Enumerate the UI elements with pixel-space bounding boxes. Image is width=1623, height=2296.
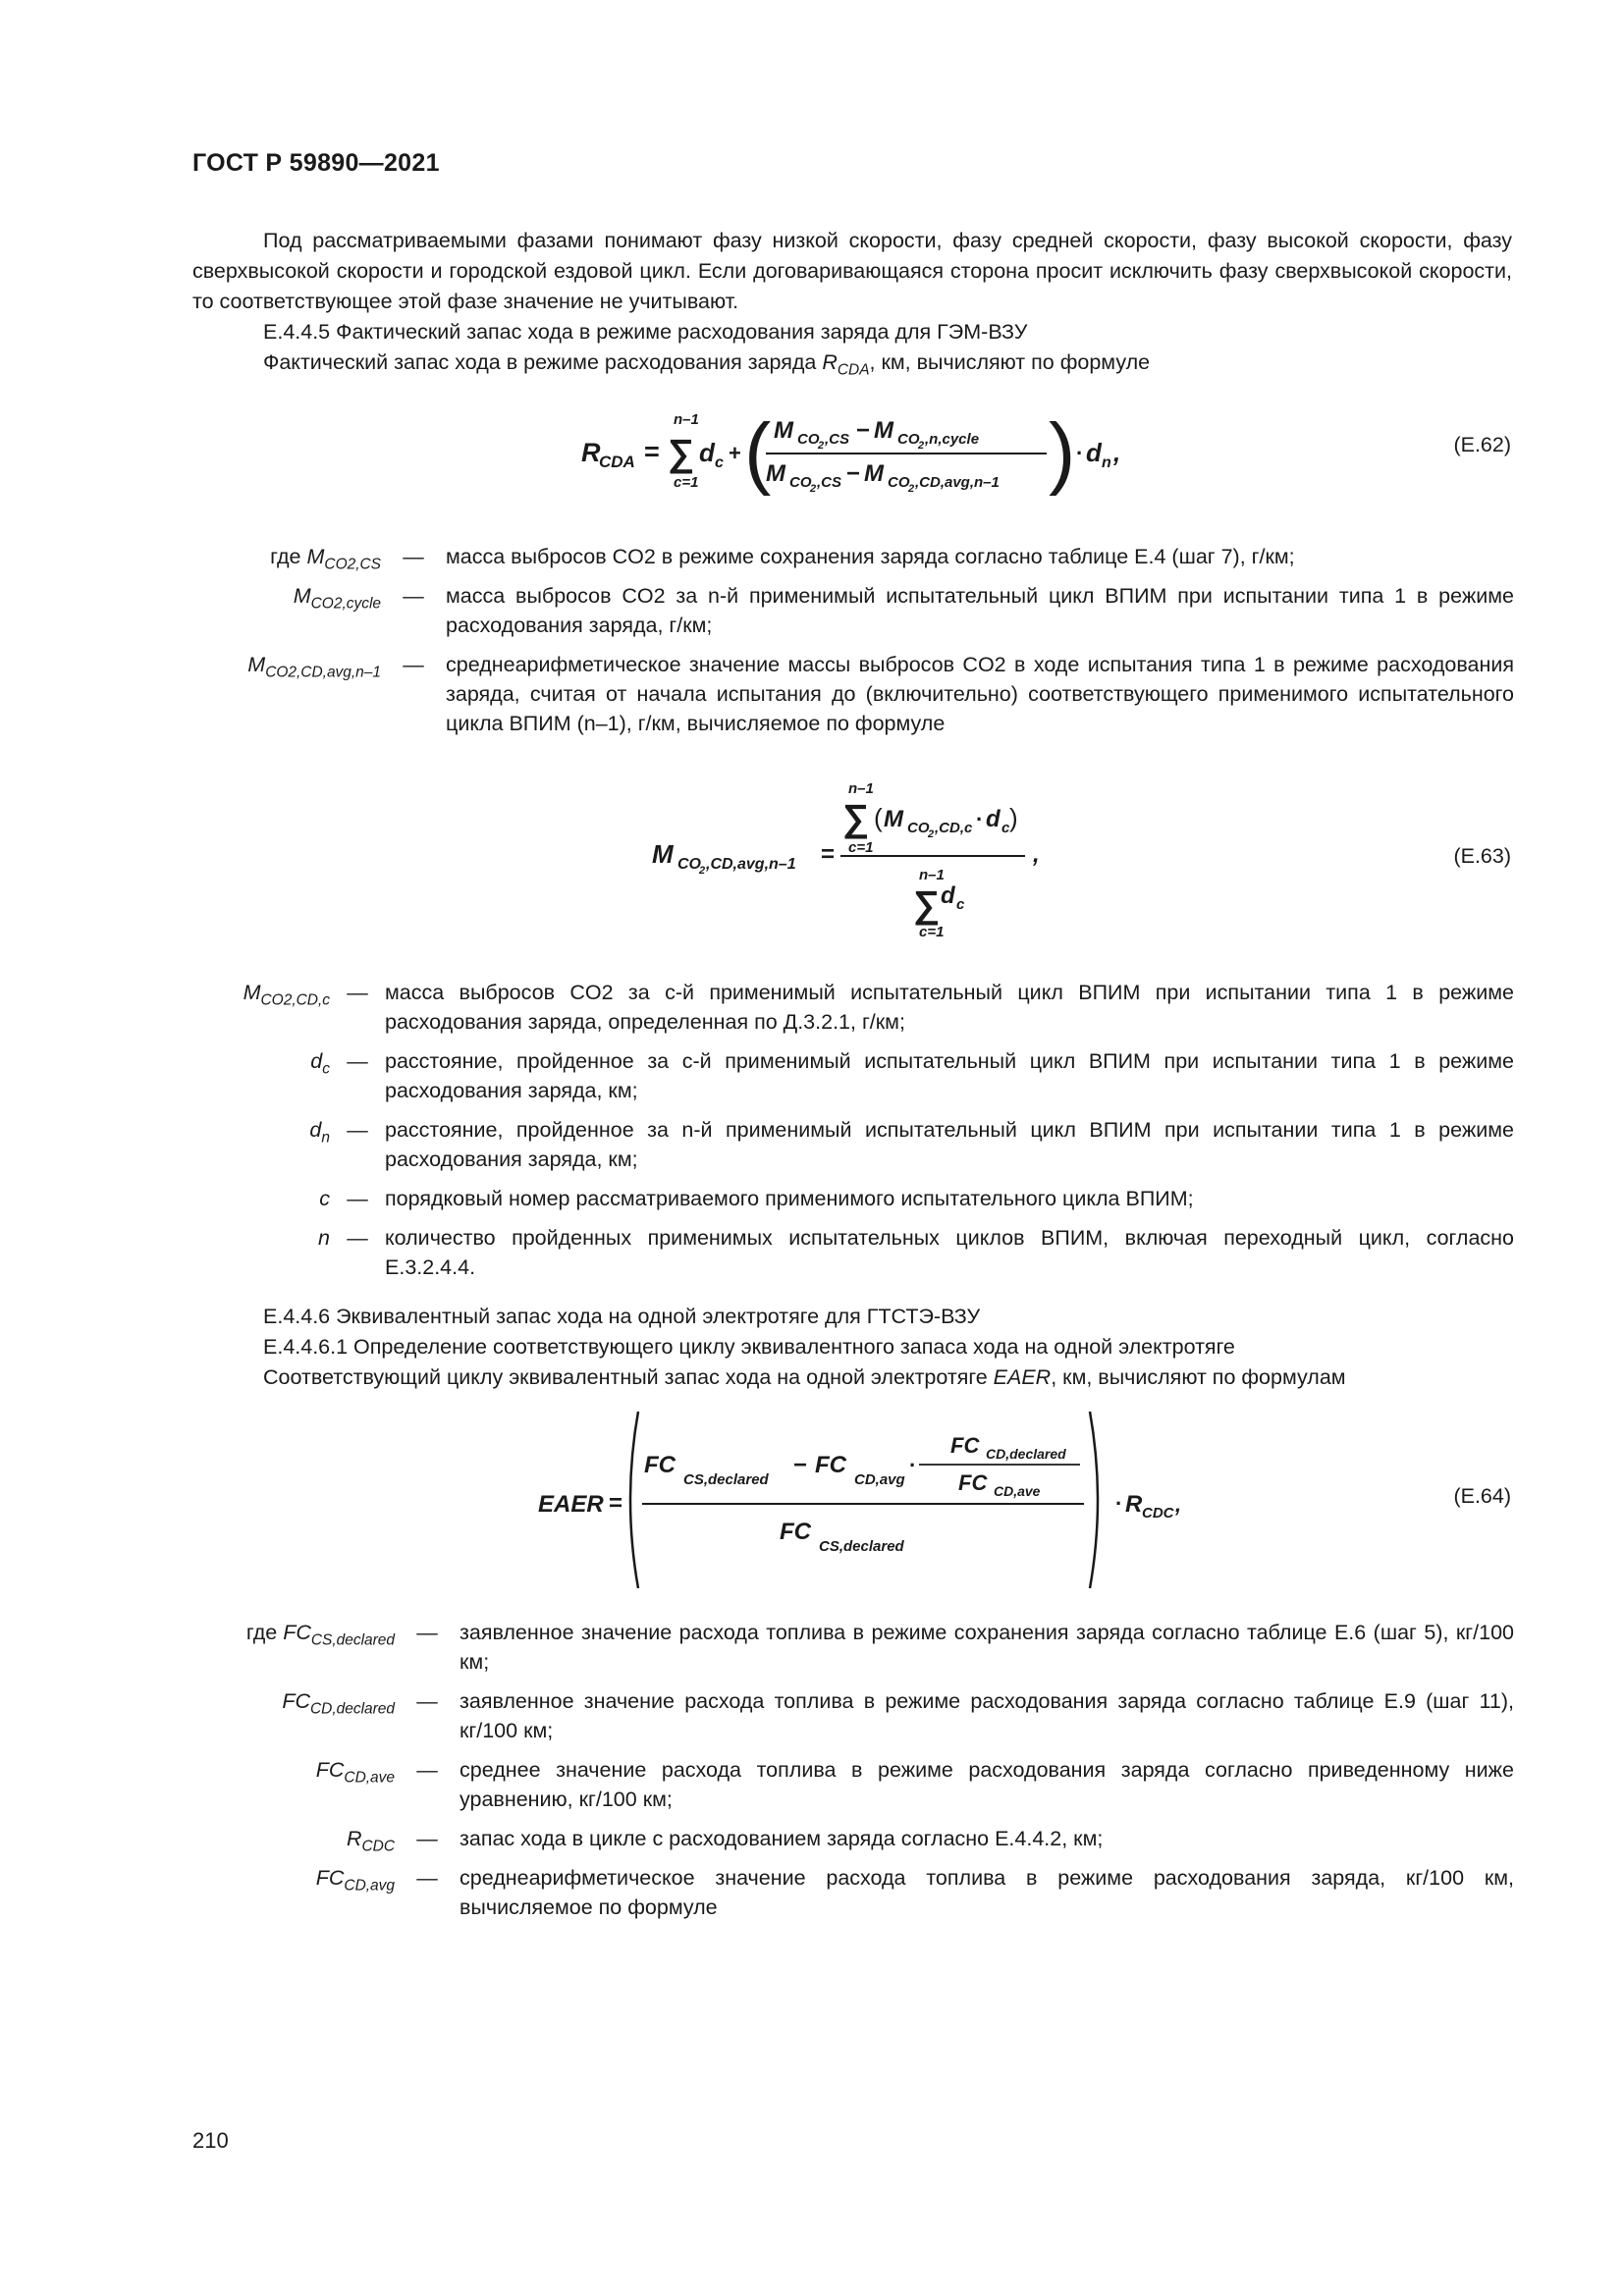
svg-text:n: n xyxy=(1102,454,1111,471)
svg-text:CS,declared: CS,declared xyxy=(819,1538,904,1555)
def-symbol: c xyxy=(319,1187,330,1210)
svg-text:=: = xyxy=(609,1490,623,1517)
svg-text:R: R xyxy=(581,438,601,467)
def-row-dc xyxy=(192,1046,1514,1105)
def-dash: — xyxy=(416,1758,438,1782)
svg-text:,: , xyxy=(1175,1492,1182,1517)
rcda-intro-pre: Фактический запас хода в режиме расходования заряда xyxy=(263,350,823,374)
svg-text:·: · xyxy=(1115,1491,1123,1516)
svg-text:EAER: EAER xyxy=(538,1491,604,1518)
eaer-symbol: EAER xyxy=(993,1365,1052,1389)
svg-text:2: 2 xyxy=(699,865,706,877)
section-heading-e44461: Е.4.4.6.1 Определение соответствующего циклу эквивалентного запаса хода на одной электротяге xyxy=(263,1335,1235,1359)
def-row-mco2-cd-avg xyxy=(192,650,1514,738)
svg-text:CD,declared: CD,declared xyxy=(986,1446,1066,1462)
svg-text:·: · xyxy=(1076,441,1084,465)
svg-text:∑: ∑ xyxy=(913,884,941,926)
svg-text:CO: CO xyxy=(797,431,820,448)
equation-e64 xyxy=(536,1402,1184,1598)
svg-text:,: , xyxy=(1033,841,1040,868)
def-dash: — xyxy=(347,1118,368,1142)
svg-text:CO: CO xyxy=(888,474,910,491)
svg-text:+: + xyxy=(729,441,741,465)
svg-text:CO: CO xyxy=(907,820,930,836)
svg-text:2: 2 xyxy=(918,440,925,452)
svg-text:c: c xyxy=(715,454,724,471)
svg-text:d: d xyxy=(699,438,715,467)
svg-text:M: M xyxy=(774,417,793,444)
def-row-fc-cd-ave xyxy=(192,1755,1514,1814)
equation-e62 xyxy=(579,395,1129,507)
def-row-fc-cs-declared xyxy=(192,1618,1514,1677)
svg-text:n–1: n–1 xyxy=(674,411,699,428)
svg-text:R: R xyxy=(1125,1491,1143,1518)
def-row-mco2-cycle xyxy=(192,581,1514,640)
def-text: порядковый номер рассматриваемого применимого испытательного цикла ВПИМ; xyxy=(385,1187,1194,1210)
rcda-symbol: $R_{CDA}$ xyxy=(822,350,870,379)
def-dash: — xyxy=(403,584,424,608)
def-symbol: $d_c$ xyxy=(310,1049,330,1078)
def-symbol: $R_{CDC}$ xyxy=(346,1827,395,1855)
rcda-intro-post: , км, вычисляют по формуле xyxy=(869,350,1151,374)
def-row-rcdc xyxy=(192,1824,1514,1853)
svg-text:CS,declared: CS,declared xyxy=(683,1471,769,1488)
def-dash: — xyxy=(416,1621,438,1644)
svg-text:M: M xyxy=(884,806,903,832)
def-row-fc-cd-avg xyxy=(192,1863,1514,1922)
svg-text:FC: FC xyxy=(644,1452,676,1478)
svg-text:,n,cycle: ,n,cycle xyxy=(925,431,980,448)
definitions-block-2 xyxy=(192,978,1514,1292)
svg-text:M: M xyxy=(652,839,674,869)
document-header: ГОСТ Р 59890—2021 xyxy=(192,149,440,177)
def-row-mco2-cs xyxy=(192,542,1514,571)
svg-text:c=1: c=1 xyxy=(848,839,874,856)
def-symbol: $M_{CO2,cycle}$ xyxy=(293,584,381,613)
def-dash: — xyxy=(403,653,424,676)
def-dash: — xyxy=(416,1689,438,1713)
svg-text:c=1: c=1 xyxy=(919,924,945,938)
svg-text:2: 2 xyxy=(928,828,935,840)
definitions-block-3 xyxy=(192,1618,1514,1932)
svg-text:(: ( xyxy=(744,407,772,497)
eaer-intro-post: , км, вычисляют по формулам xyxy=(1051,1365,1346,1389)
svg-text:FC: FC xyxy=(815,1452,846,1478)
def-dash: — xyxy=(403,545,424,568)
equation-number-e64: (Е.64) xyxy=(1453,1484,1511,1508)
svg-text:−: − xyxy=(856,417,871,444)
def-row-c xyxy=(192,1184,1514,1213)
def-row-mco2-cd-c xyxy=(192,978,1514,1037)
def-text: масса выбросов CO2 в режиме сохранения заряда согласно таблице Е.4 (шаг 7), г/км; xyxy=(446,545,1295,568)
def-symbol: где $FC_{CS,declared}$ xyxy=(245,1621,395,1649)
def-symbol: $FC_{CD,avg}$ xyxy=(315,1866,395,1895)
svg-text:FC: FC xyxy=(958,1470,988,1495)
def-text: заявленное значение расхода топлива в режиме расходования заряда согласно таблице Е.9 (шаг 11), кг/100 км; xyxy=(460,1689,1514,1742)
def-text: расстояние, пройденное за n-й применимый испытательный цикл ВПИМ при испытании типа 1 в режиме расходования заряда, км; xyxy=(385,1118,1514,1171)
section-heading-e4445: Е.4.4.5 Фактический запас хода в режиме расходования заряда для ГЭМ-ВЗУ xyxy=(263,320,1028,344)
equation-number-e63: (Е.63) xyxy=(1453,844,1511,868)
def-text: масса выбросов CO2 за n-й применимый испытательный цикл ВПИМ при испытании типа 1 в режиме расходования заряда, г/км; xyxy=(446,584,1514,637)
svg-text:2: 2 xyxy=(818,440,825,452)
svg-text:CDA: CDA xyxy=(599,453,635,471)
svg-text:2: 2 xyxy=(908,483,915,495)
svg-text:CDC: CDC xyxy=(1142,1505,1174,1522)
def-symbol: $M_{CO2,CD,c}$ xyxy=(243,981,330,1009)
def-row-fc-cd-declared xyxy=(192,1686,1514,1745)
svg-text:−: − xyxy=(793,1452,808,1478)
svg-text:c: c xyxy=(1001,820,1010,836)
svg-text:(: ( xyxy=(874,803,883,832)
def-dash: — xyxy=(347,1049,368,1073)
svg-text:=: = xyxy=(644,437,660,466)
svg-text:·: · xyxy=(976,807,984,831)
svg-text:,CD,c: ,CD,c xyxy=(935,820,973,836)
def-symbol: где $M_{CO2,CS}$ xyxy=(270,545,381,573)
svg-text:,: , xyxy=(1113,438,1121,467)
def-text: масса выбросов CO2 за c-й применимый испытательный цикл ВПИМ при испытании типа 1 в режиме расходования заряда, определенная по Д.3.2.1, г/км; xyxy=(385,981,1514,1034)
def-row-n xyxy=(192,1223,1514,1282)
svg-text:∑: ∑ xyxy=(668,433,695,474)
svg-text:c=1: c=1 xyxy=(674,474,699,491)
def-dash: — xyxy=(347,1187,368,1210)
svg-text:CO: CO xyxy=(677,856,701,873)
svg-text:d: d xyxy=(941,882,955,909)
def-symbol: $M_{CO2,CD,avg,n-1}$ xyxy=(247,653,381,681)
def-dash: — xyxy=(347,1226,368,1250)
svg-text:,CS: ,CS xyxy=(825,431,850,448)
svg-text:FC: FC xyxy=(950,1433,980,1458)
svg-text:n–1: n–1 xyxy=(919,867,945,883)
svg-text:=: = xyxy=(821,841,836,868)
svg-text:M: M xyxy=(874,417,893,444)
intro-paragraph: Под рассматриваемыми фазами понимают фазу низкой скорости, фазу средней скорости, фазу высокой скорости, фазу сверхвысокой скорости и городской ездовой цикл. Если договаривающаяся сторона просит исключить фазу сверхвысокой скорости, то соответствующее этой фазе значение не учитывают. xyxy=(192,229,1512,313)
svg-text:c: c xyxy=(956,896,965,913)
svg-text:): ) xyxy=(1049,407,1076,497)
svg-text:CO: CO xyxy=(897,431,920,448)
def-text: количество пройденных применимых испытательных циклов ВПИМ, включая переходный цикл, согласно Е.3.2.4.4. xyxy=(385,1226,1514,1279)
svg-text:,CS: ,CS xyxy=(817,474,842,491)
svg-text:M: M xyxy=(864,460,884,487)
svg-text:−: − xyxy=(846,460,861,487)
def-text: среднеарифметическое значение массы выбросов CO2 в ходе испытания типа 1 в режиме расходования заряда, считая от начала испытания до (включительно) соответствующего применимого испытательного цикла ВПИМ (n–1), г/км, вычисляемое по формуле xyxy=(446,653,1514,735)
def-text: среднее значение расхода топлива в режиме расходования заряда согласно приведенному ниже уравнению, кг/100 км; xyxy=(460,1758,1514,1811)
eaer-intro-pre: Соответствующий циклу эквивалентный запас хода на одной электротяге xyxy=(263,1365,994,1389)
svg-text:d: d xyxy=(986,806,1001,832)
svg-text:2: 2 xyxy=(810,483,817,495)
def-text: запас хода в цикле с расходованием заряда согласно Е.4.4.2, км; xyxy=(460,1827,1104,1850)
rcda-intro xyxy=(263,347,1150,378)
def-symbol: $FC_{CD,declared}$ xyxy=(282,1689,395,1718)
def-text: расстояние, пройденное за c-й применимый испытательный цикл ВПИМ при испытании типа 1 в режиме расходования заряда, км; xyxy=(385,1049,1514,1102)
svg-text:CO: CO xyxy=(789,474,812,491)
svg-text:,CD,avg,n–1: ,CD,avg,n–1 xyxy=(915,474,1000,491)
def-dash: — xyxy=(347,981,368,1004)
svg-text:M: M xyxy=(766,460,785,487)
equation-e63 xyxy=(648,772,1080,938)
eaer-intro xyxy=(263,1362,1346,1393)
svg-text:FC: FC xyxy=(780,1519,811,1545)
svg-text:d: d xyxy=(1086,438,1102,467)
svg-text:): ) xyxy=(1009,803,1018,832)
svg-text:CD,avg: CD,avg xyxy=(854,1471,905,1488)
def-dash: — xyxy=(416,1827,438,1850)
def-row-dn xyxy=(192,1115,1514,1174)
section-heading-e4446: Е.4.4.6 Эквивалентный запас хода на одной электротяге для ГТСТЭ-ВЗУ xyxy=(263,1305,981,1328)
page-number: 210 xyxy=(192,2128,229,2153)
svg-text:·: · xyxy=(909,1453,917,1477)
def-symbol: $FC_{CD,ave}$ xyxy=(315,1758,395,1787)
def-text: заявленное значение расхода топлива в режиме сохранения заряда согласно таблице Е.6 (шаг 5), кг/100 км; xyxy=(460,1621,1514,1674)
svg-text:,CD,avg,n–1: ,CD,avg,n–1 xyxy=(706,856,796,873)
svg-text:∑: ∑ xyxy=(842,798,870,839)
def-symbol: n xyxy=(318,1226,330,1250)
def-symbol: $d_n$ xyxy=(309,1118,330,1147)
svg-text:CD,ave: CD,ave xyxy=(994,1483,1041,1499)
equation-number-e62: (Е.62) xyxy=(1453,433,1511,456)
definitions-block-1 xyxy=(192,542,1514,748)
def-text: среднеарифметическое значение расхода топлива в режиме расходования заряда, кг/100 км, вычисляемое по формуле xyxy=(460,1866,1514,1919)
def-dash: — xyxy=(416,1866,438,1890)
svg-text:n–1: n–1 xyxy=(848,780,874,797)
